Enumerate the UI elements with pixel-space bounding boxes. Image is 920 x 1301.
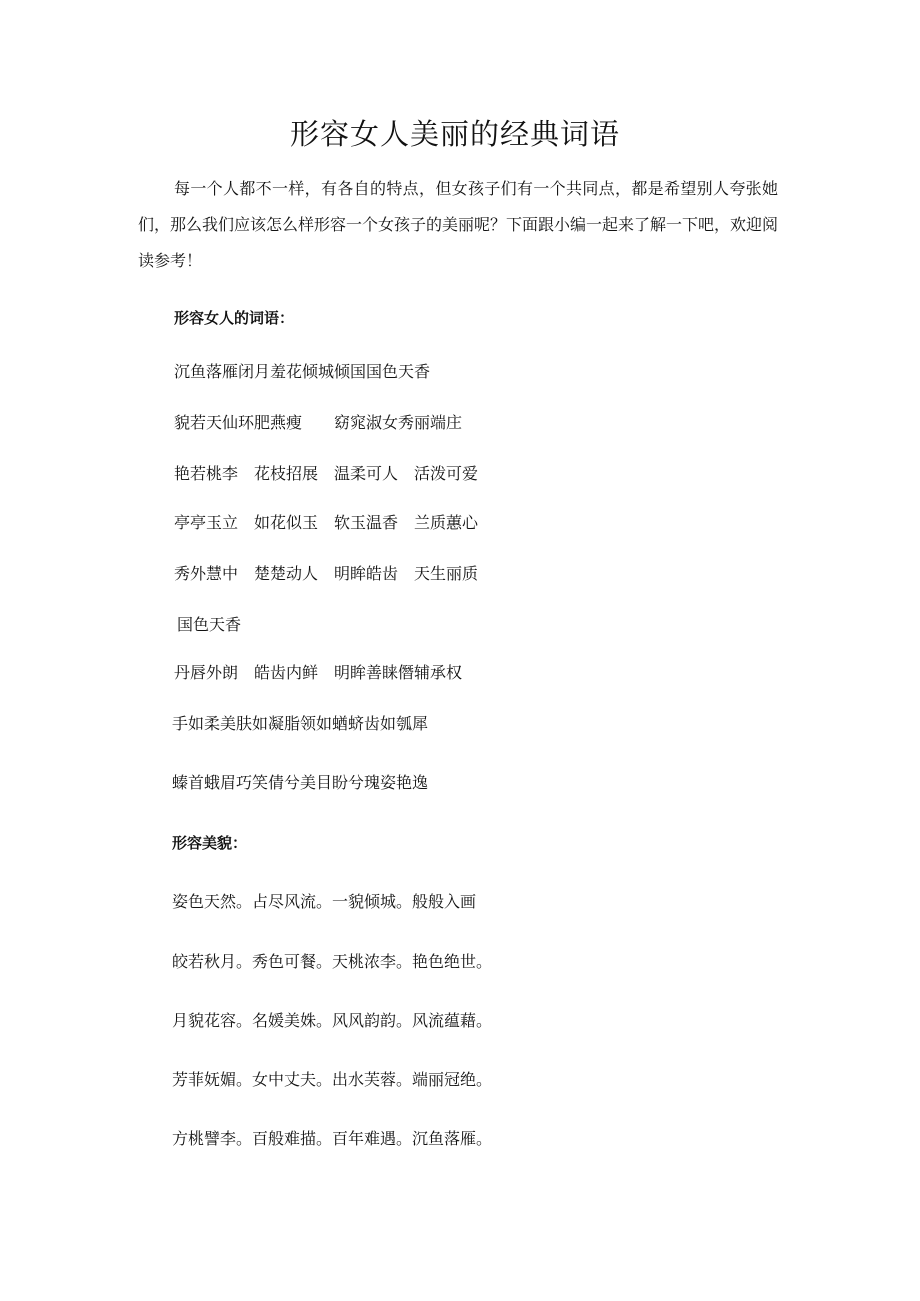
document-title: 形容女人美丽的经典词语 bbox=[289, 117, 620, 151]
word-line: 艳若桃李 花枝招展 温柔可人 活泼可爱 bbox=[174, 464, 479, 483]
beauty-line: 皎若秋月。秀色可餐。天桃浓李。艳色绝世。 bbox=[172, 952, 493, 971]
word-line: 丹唇外朗 皓齿内鲜 明眸善睐僭辅承权 bbox=[174, 663, 463, 682]
word-line: 螓首蛾眉巧笑倩兮美目盼兮瑰姿艳逸 bbox=[172, 773, 429, 792]
word-line: 沉鱼落雁闭月羞花倾城倾国国色天香 bbox=[174, 362, 431, 381]
word-line: 亭亭玉立 如花似玉 软玉温香 兰质蕙心 bbox=[174, 513, 479, 532]
beauty-line: 芳菲妩媚。女中丈夫。出水芙蓉。端丽冠绝。 bbox=[172, 1070, 493, 1089]
intro-paragraph: 每一个人都不一样，有各自的特点，但女孩子们有一个共同点，都是希望别人夸张她们，那么我们应该怎么样形容一个女孩子的美丽呢？下面跟小编一起来了解一下吧，欢迎阅读参考！ bbox=[138, 179, 779, 270]
beauty-line: 姿色天然。占尽风流。一貌倾城。般般入画 bbox=[172, 892, 477, 911]
word-line: 手如柔美肤如凝脂领如蝤蛴齿如瓠犀 bbox=[172, 714, 429, 733]
section-heading-words: 形容女人的词语： bbox=[174, 309, 295, 327]
beauty-line: 月貌花容。名媛美姝。风风韵韵。风流蕴藉。 bbox=[172, 1011, 493, 1030]
word-line: 貌若天仙环肥燕瘦 窈窕淑女秀丽端庄 bbox=[174, 413, 463, 432]
section-heading-beauty: 形容美貌： bbox=[172, 834, 248, 852]
beauty-line: 方桃譬李。百般难描。百年难遇。沉鱼落雁。 bbox=[172, 1129, 493, 1148]
word-line: 国色天香 bbox=[177, 615, 242, 634]
word-line: 秀外慧中 楚楚动人 明眸皓齿 天生丽质 bbox=[174, 564, 479, 583]
